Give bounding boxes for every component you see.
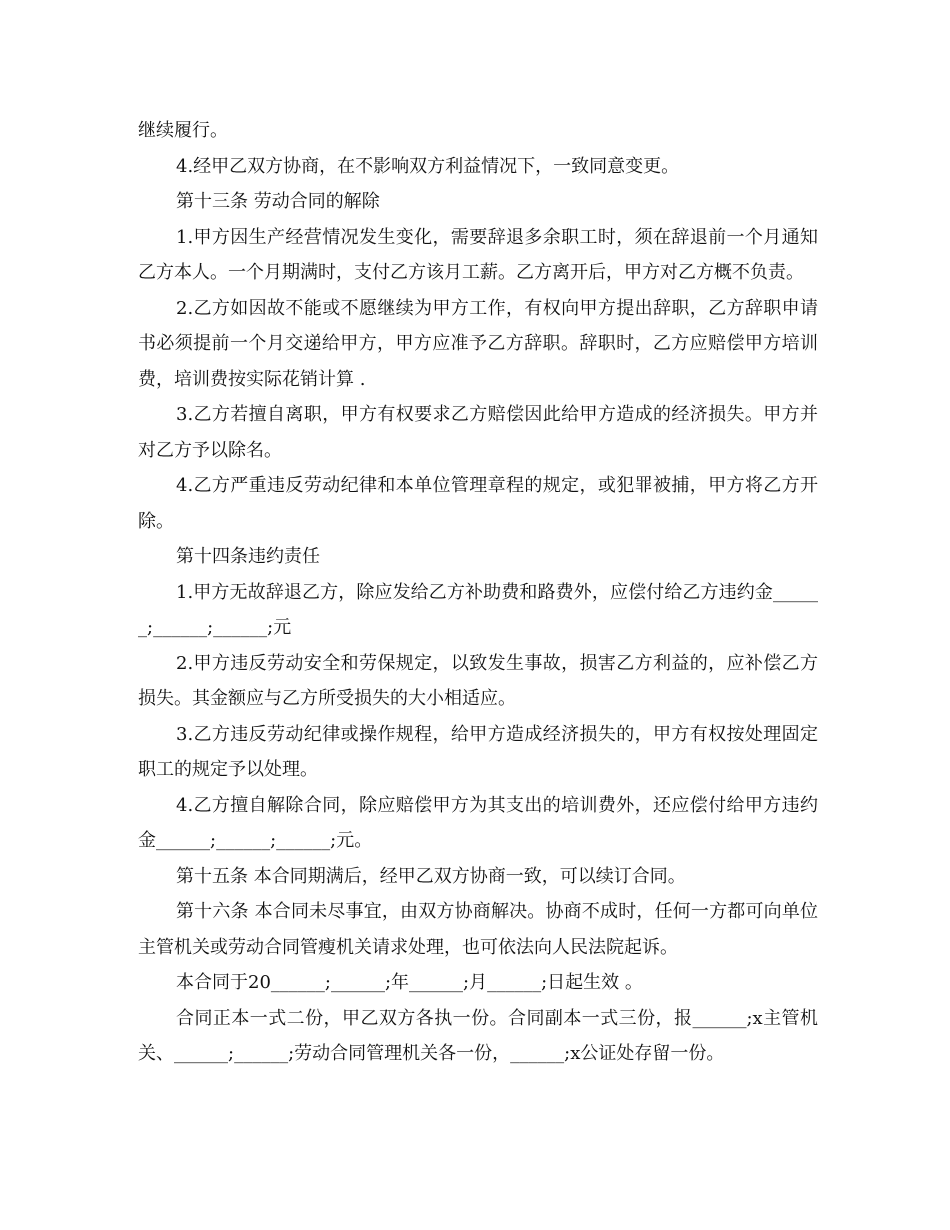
paragraph-article-13-item-3: 3.乙方若擅自离职，甲方有权要求乙方赔偿因此给甲方造成的经济损失。甲方并对乙方予以除名。 bbox=[138, 404, 818, 461]
document-body bbox=[138, 113, 818, 1072]
paragraph-article-13-item-1: 1.甲方因生产经营情况发生变化，需要辞退多余职工时，须在辞退前一个月通知乙方本人。一个月期满时，支付乙方该月工薪。乙方离开后，甲方对乙方概不负责。 bbox=[138, 226, 818, 283]
article-16-paragraph: 第十六条 本合同未尽事宜，由双方协商解决。协商不成时，任何一方都可向单位主管机关或劳动合同管瘦机关请求处理，也可依法向人民法院起诉。 bbox=[138, 901, 818, 958]
paragraph-clause-4-change: 4.经甲乙双方协商，在不影响双方利益情况下，一致同意变更。 bbox=[176, 155, 680, 177]
paragraph-continuation: 继续履行。 bbox=[138, 120, 228, 141]
article-15-paragraph: 第十五条 本合同期满后，经甲乙双方协商一致，可以续订合同。 bbox=[176, 865, 686, 887]
paragraph-article-14-item-1: 1.甲方无故辞退乙方，除应发给乙方补助费和路费外，应偿付给乙方违约金______;______;______;元 bbox=[138, 581, 818, 638]
paragraph-article-14-item-3: 3.乙方违反劳动纪律或操作规程，给甲方造成经济损失的，甲方有权按处理固定职工的规定予以处理。 bbox=[138, 723, 818, 780]
effective-date-paragraph: 本合同于20______;______;年______;月______;日起生效 。 bbox=[176, 972, 643, 993]
paragraph-article-13-item-4: 4.乙方严重违反劳动纪律和本单位管理章程的规定，或犯罪被捕，甲方将乙方开除。 bbox=[138, 475, 818, 532]
paragraph-article-13-item-2: 2.乙方如因故不能或不愿继续为甲方工作，有权向甲方提出辞职，乙方辞职申请书必须提前一个月交递给甲方，甲方应准予乙方辞职。辞职时，乙方应赔偿甲方培训费，培训费按实际花销计算 . bbox=[138, 297, 818, 390]
copies-paragraph: 合同正本一式二份，甲乙双方各执一份。合同副本一式三份，报______;x主管机关、______;______;劳动合同管理机关各一份，______;x公证处存留一份。 bbox=[138, 1007, 818, 1064]
paragraph-article-14-item-2: 2.甲方违反劳动安全和劳保规定，以致发生事故，损害乙方利益的，应补偿乙方损失。其金额应与乙方所受损失的大小相适应。 bbox=[138, 652, 818, 709]
article-13-heading: 第十三条 劳动合同的解除 bbox=[176, 191, 380, 212]
article-14-heading: 第十四条违约责任 bbox=[176, 546, 320, 567]
paragraph-article-14-item-4: 4.乙方擅自解除合同，除应赔偿甲方为其支出的培训费外，还应偿付给甲方违约金______;______;______;元。 bbox=[138, 794, 818, 851]
